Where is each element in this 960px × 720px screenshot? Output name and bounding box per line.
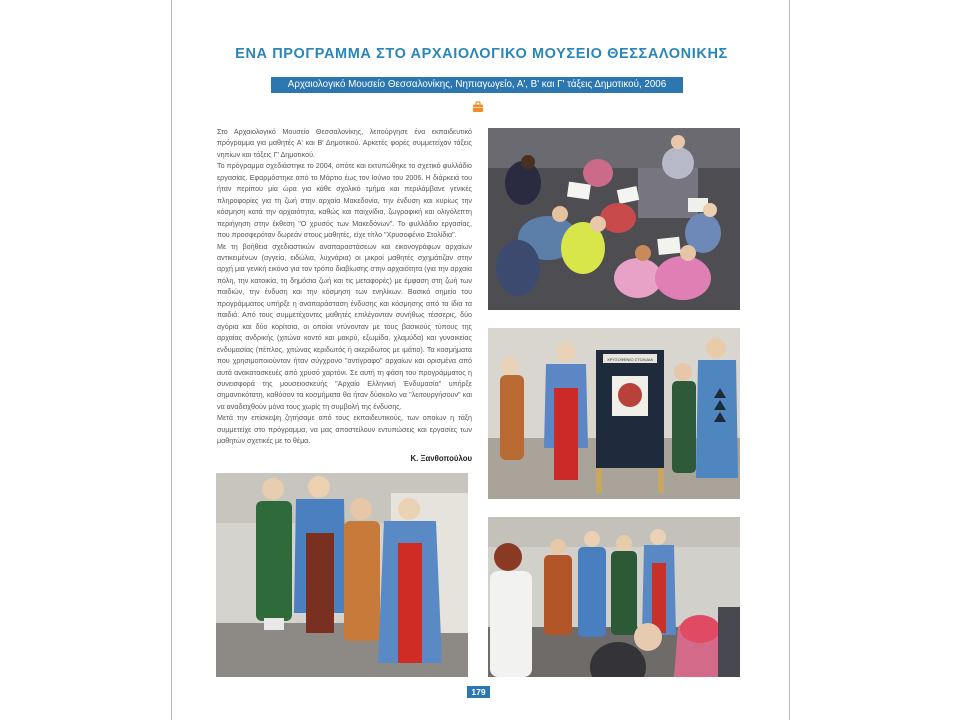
article-paragraph: Με τη βοήθεια σχεδιαστικών αναπαραστάσεων και εικονογράφων αρχαίων αντικειμένων (αγγεία, ειδώλια, λυχνάρια) οι μικροί μαθητές σχημάτιζαν στην αρχή μια γενική εικόνα για τον τρόπο διαβίωσης στην αρχαιότητα (για την αρχαία πόλη, την κατοικία, τη δημόσια ζωή και τις μεταφορές) με έμφαση στη ζωή των παιδιών, την ένδυση και την κόσμηση των ενηλίκων. Βασικό σημείο του προγράμματος υπήρξε η αναπαράσταση ένδυσης και κόσμησης από τα ίδια τα παιδιά. Από τους συμμετέχοντες μαθητές επιλέγονταν συνήθως τέσσερις, δύο αγόρια και δύο κορίτσια, οι οποίοι ντύνονταν με τους βασικούς τύπους της αρχαίας ανδρικής (χιτώνα κοντό και μακρύ, εξωμίδα, χλαμύδα) και γυναικείας ενδυμασίας (πέπλος, χιτώνας κεριδωτός ή ακεριδωτος με ιμάτιο). Τα κοσμήματα που χρησιμοποιούνταν ήταν σύγχρονο "αντίγραφο" αρχαίων και ορισμένα από αυτά ανακατασκευές από χρυσό χαρτόνι. Σε αυτή τη φάση του προγράμματος η συνεισφορά της μουσειοσκευής "Αρχαίο Ελληνική Ένδυμασία" υπήρξε σημαντικότατη, καθόσον τα κοσμήματα θα ήταν δύσκολο να "λειτουργήσουν" και να αναδειχθούν μόνα τους χωρίς τη συμβολή της ένδυσης. bbox=[217, 242, 472, 411]
subtitle-banner: Αρχαιολογικό Μουσείο Θεσσαλονίκης, Νηπιαγωγείο, Α', Β' και Γ' τάξεις Δημοτικού, 2006 bbox=[271, 77, 683, 93]
photo-children-drawing bbox=[488, 128, 740, 310]
photo-costumes-panel bbox=[488, 328, 740, 499]
photo-four-children bbox=[216, 473, 468, 677]
page-title: ΕΝΑ ΠΡΟΓΡΑΜΜΑ ΣΤΟ ΑΡΧΑΙΟΛΟΓΙΚΟ ΜΟΥΣΕΙΟ ΘΕΣΣΑΛΟΝΙΚΗΣ bbox=[235, 46, 728, 62]
author-signature: Κ. Ξανθοπούλου bbox=[410, 454, 472, 463]
exhibit-sign-text: ΧΡΥΣΟΦΕΝΙΟ ΣΤΟΛΙΔΙΑ bbox=[607, 357, 653, 362]
article-paragraph: Μετά την επίσκεψη ζητήσαμε από τους εκπαιδευτικούς, των οποίων η τάξη συμμετείχε στο πρόγραμμα, να μας αποστείλουν εντυπώσεις και εργασίες των μαθητών σχετικές με το θέμα. bbox=[217, 414, 472, 446]
article-paragraph: Το πρόγραμμα σχεδιάστηκε το 2004, οπότε και εκτυπώθηκε το σχετικό φυλλάδιο εργασίας. Εφαρμόστηκε από το Μάρτιο έως τον Ιούνιο του 2006. Η διάρκειά του ήταν περίπου μία ώρα για κάθε σχολικό τμήμα και περιλάμβανε γενικές πληροφορίες για τη ζωή στην αρχαία Μακεδονία, την ένδυση και κυρίως την κόσμηση κατά την αρχαιότητα, καθώς και παιχνίδια, ζωγραφική και ολιγόλεπτη περιήγηση στην έκθεση "Ο χρυσός των Μακεδόνων". Το φυλλάδιο εργασίας, που προσφερόταν δωρεάν στους μαθητές, είχε τίτλο "Χρυσοφένιο Στολίδια". bbox=[217, 162, 472, 240]
article-paragraph: Στο Αρχαιολογικό Μουσείο Θεσσαλονίκης, λειτούργησε ένα εκπαιδευτικό πρόγραμμα για μαθητές Α' και Β' Δημοτικού. Αρκετές φορές συμμετείχαν τάξεις νηπίων και τάξεις Γ' Δημοτικού. bbox=[217, 128, 472, 159]
photo-presentation-audience bbox=[488, 517, 740, 677]
page-number: 179 bbox=[467, 686, 490, 698]
bag-icon bbox=[472, 101, 484, 113]
document-page bbox=[171, 0, 790, 720]
article-body bbox=[217, 127, 472, 448]
